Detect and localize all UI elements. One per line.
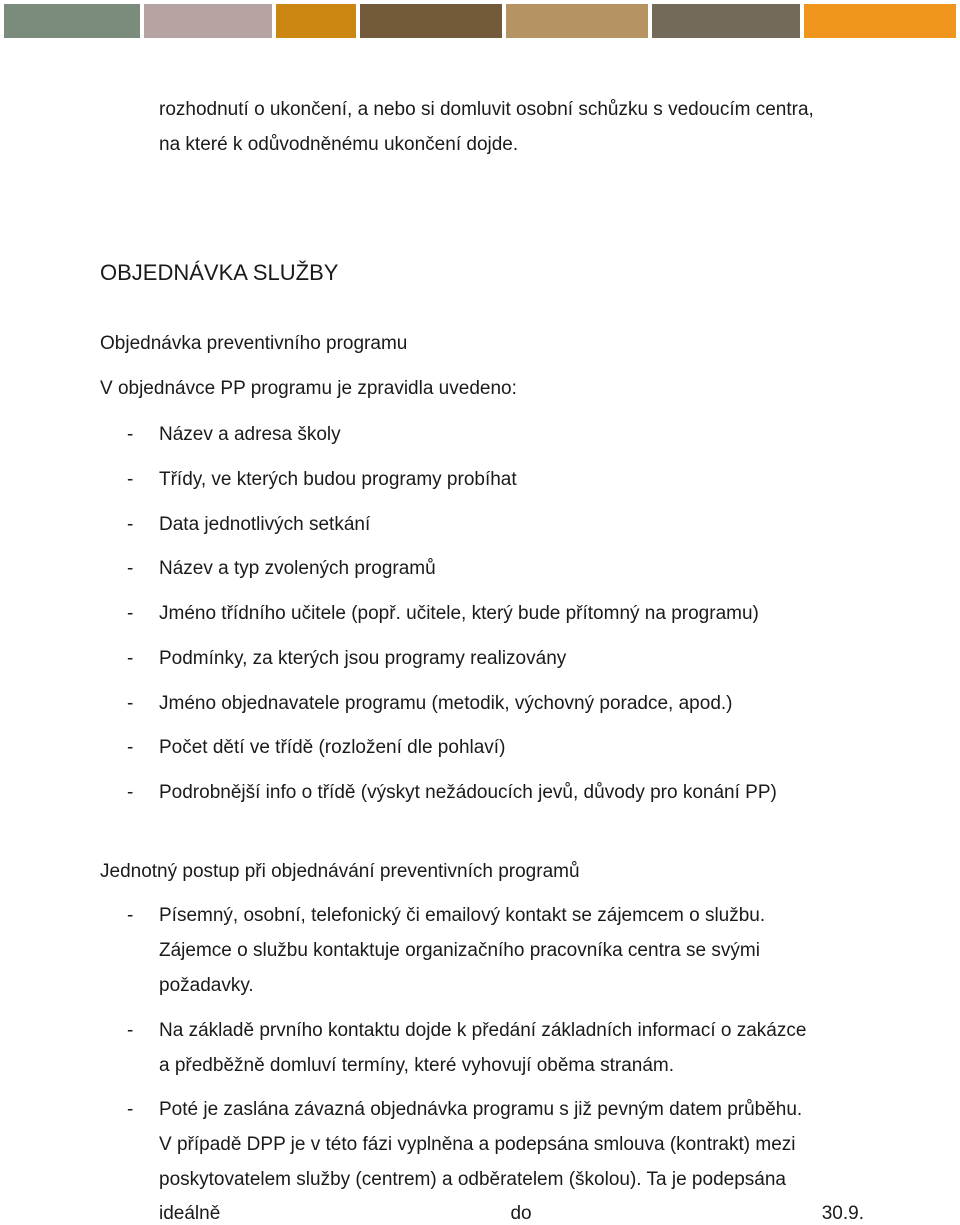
subheading: Objednávka preventivního programu (100, 333, 408, 354)
list-item: Podrobnější info o třídě (výskyt nežádoucích jevů, důvody pro konání PP) (159, 782, 777, 803)
color-segment (4, 4, 140, 38)
list-dash: - (127, 1099, 134, 1120)
list-dash: - (127, 424, 134, 445)
list-dash: - (127, 469, 134, 490)
section-title: Jednotný postup při objednávání preventivních programů (100, 861, 580, 882)
list-dash: - (127, 603, 134, 624)
list-item: Podmínky, za kterých jsou programy realizovány (159, 648, 567, 669)
color-segment (652, 4, 800, 38)
step-word: do (510, 1203, 532, 1224)
list-item: Třídy, ve kterých budou programy probíhat (159, 469, 517, 490)
step-line: požadavky. (159, 975, 254, 996)
list-dash: - (127, 558, 134, 579)
list-item: Jméno třídního učitele (popř. učitele, který bude přítomný na programu) (159, 603, 759, 624)
intro-line: rozhodnutí o ukončení, a nebo si domluvit osobní schůzku s vedoucím centra, (159, 99, 814, 120)
step-line: V případě DPP je v této fázi vyplněna a podepsána smlouva (kontrakt) mezi (159, 1134, 796, 1155)
list-dash: - (127, 648, 134, 669)
step-line: a předběžně domluví termíny, které vyhovují oběma stranám. (159, 1055, 675, 1076)
list-item: Název a adresa školy (159, 424, 341, 445)
header-color-bar (4, 4, 956, 38)
page-heading: OBJEDNÁVKA SLUŽBY (100, 260, 339, 285)
list-dash: - (127, 737, 134, 758)
list-item: Počet dětí ve třídě (rozložení dle pohlaví) (159, 737, 506, 758)
list-item: Data jednotlivých setkání (159, 514, 371, 535)
color-segment (804, 4, 956, 38)
list-item: Jméno objednavatele programu (metodik, výchovný poradce, apod.) (159, 693, 733, 714)
step-line: poskytovatelem služby (centrem) a odběratelem (školou). Ta je podepsána (159, 1169, 786, 1190)
list-item: Název a typ zvolených programů (159, 558, 436, 579)
color-segment (506, 4, 648, 38)
list-dash: - (127, 1020, 134, 1041)
color-segment (276, 4, 356, 38)
step-line: Zájemce o službu kontaktuje organizačního pracovníka centra se svými (159, 940, 760, 961)
list-lead: V objednávce PP programu je zpravidla uvedeno: (100, 378, 517, 399)
color-segment (360, 4, 502, 38)
list-dash: - (127, 905, 134, 926)
step-line: Poté je zaslána závazná objednávka programu s již pevným datem průběhu. (159, 1099, 803, 1120)
step-line: Písemný, osobní, telefonický či emailový kontakt se zájemcem o službu. (159, 905, 766, 926)
step-word: ideálně (159, 1203, 221, 1224)
color-segment (144, 4, 272, 38)
step-word: 30.9. (821, 1203, 864, 1224)
list-dash: - (127, 693, 134, 714)
list-dash: - (127, 782, 134, 803)
step-line: Na základě prvního kontaktu dojde k předání základních informací o zakázce (159, 1020, 807, 1041)
step-line (159, 1203, 864, 1225)
intro-line: na které k odůvodněnému ukončení dojde. (159, 134, 519, 155)
list-dash: - (127, 514, 134, 535)
